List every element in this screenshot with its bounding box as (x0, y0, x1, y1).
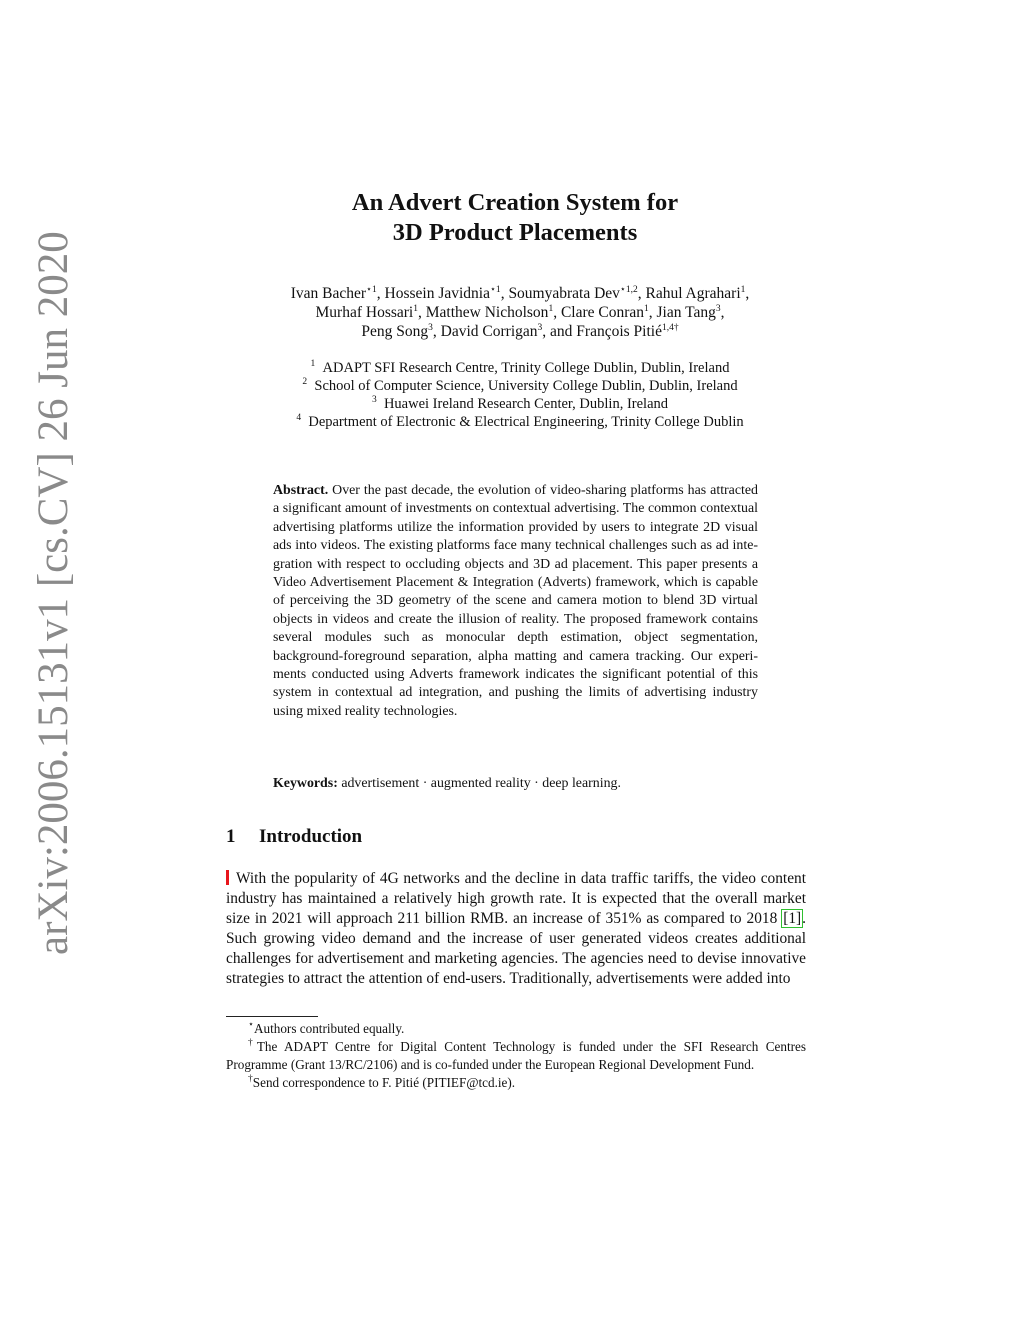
affiliation-text: ADAPT SFI Research Centre, Trinity College Dublin, Dublin, Ireland (322, 360, 730, 376)
author-name: Matthew Nicholson (425, 304, 549, 321)
author-name: Clare Conran (560, 304, 645, 321)
affiliation-3 (200, 395, 840, 413)
footnote-3 (226, 1074, 806, 1092)
author-mark: ⋆1,2 (619, 285, 638, 296)
affiliation-number: 1 (310, 359, 316, 370)
author-separator: , and (542, 323, 577, 340)
arxiv-stamp: arXiv:2006.15131v1 [cs.CV] 26 Jun 2020 (30, 231, 77, 955)
author-name: Ivan Bacher (290, 285, 367, 302)
footnote-text: Send correspondence to F. Pitié (PITIEF@tcd.ie). (252, 1075, 516, 1090)
footnote-mark: † (248, 1074, 253, 1085)
abstract (273, 482, 758, 721)
author-separator: , (417, 304, 426, 321)
author-name: François Pitié (576, 323, 662, 340)
author-separator: , (637, 285, 646, 302)
author-mark: 1 (644, 304, 649, 315)
author-name: Murhaf Hossari (315, 304, 414, 321)
affiliation-text: Huawei Ireland Research Center, Dublin, Ireland (383, 396, 669, 412)
footnote-text: Authors contributed equally. (253, 1021, 405, 1036)
author-mark: 1 (413, 304, 418, 315)
author-name: Rahul Agrahari (645, 285, 741, 302)
keywords-label: Keywords: (273, 776, 338, 791)
author-mark: ⋆1 (366, 285, 377, 296)
footnotes (226, 1020, 806, 1092)
author-separator: , (648, 304, 657, 321)
affiliation-number: 3 (371, 395, 377, 406)
section-title: Introduction (259, 826, 363, 847)
affiliation-text: School of Computer Science, University College Dublin, Dublin, Ireland (314, 378, 738, 394)
intro-paragraph (226, 869, 806, 989)
footnote-mark: † (248, 1038, 257, 1049)
intro-text-part-1: With the popularity of 4G networks and the decline in data traffic tariffs, the video content industry has maintained a relatively high growth rate. It is expected that the overall market size in 2021 will approach 211 billion RMB. an increase of 351% as compared to 2018 (226, 870, 806, 927)
author-mark: 1 (548, 304, 554, 315)
author-mark: 3 (715, 304, 721, 315)
author-name: Peng Song (361, 323, 429, 340)
affiliation-text: Department of Electronic & Electrical Engineering, Trinity College Dublin (308, 414, 744, 430)
abstract-text: Over the past decade, the evolution of video-sharing platforms has attracted a significant amount of investments on contextual advertising. The common contextual advertising platforms utilize the information provided by users to integrate 2D visual ads into videos. The existing platforms face many technical challenges such as ad integration with respect to occluding objects and 3D ad placement. This paper presents a Video Advertisement Placement & Integration (Adverts) framework, which is capable of perceiving the 3D geometry of the scene and camera motion to blend 3D virtual objects in videos and create the illusion of reality. The proposed framework contains several modules such as monocular depth estimation, object segmentation, background-foreground separation, alpha matting and camera tracking. Our experiments conducted using Adverts framework indicates the significant potential of this system in contextual ad integration, and pushing the limits of advertising industry using mixed reality technologies. (273, 483, 758, 719)
author-name: Hossein Javidnia (384, 285, 490, 302)
affiliation-number: 4 (296, 413, 302, 424)
author-mark: 3 (428, 323, 433, 334)
author-separator: , (376, 285, 385, 302)
section-number: 1 (226, 826, 236, 847)
paper-title-line-2: 3D Product Placements (392, 219, 638, 246)
affiliation-2 (200, 377, 840, 395)
keywords (273, 775, 758, 793)
footnote-2 (226, 1038, 806, 1074)
affiliation-number: 2 (302, 377, 308, 388)
citation-link[interactable]: [1] (783, 910, 802, 927)
author-name: David Corrigan (440, 323, 538, 340)
affiliation-4 (200, 413, 840, 431)
author-list-line-3 (200, 322, 840, 341)
author-separator: , (745, 285, 750, 302)
author-separator: , (720, 304, 725, 321)
footnote-mark: ⋆ (248, 1020, 254, 1031)
author-mark: 3 (537, 323, 543, 334)
author-mark: ⋆1 (489, 285, 501, 296)
footnote-text: The ADAPT Centre for Digital Content Technology is funded under the SFI Research Centres Programme (Grant 13/RC/2106) and is co-funded under the European Regional Development Fund. (226, 1039, 807, 1072)
author-mark: 1,4† (661, 323, 679, 334)
affiliation-1 (200, 359, 840, 377)
footnote-divider (226, 1016, 318, 1017)
author-separator: , (553, 304, 561, 321)
author-separator: , (432, 323, 441, 340)
author-separator: , (500, 285, 509, 302)
author-list-line-2 (200, 303, 840, 322)
intro-text-part-2: . Such growing video demand and the increase of user generated videos creates additional challenges for advertisement and marketing agencies. The agencies need to devise innovative strategies to attract the attention of end-users. Traditionally, advertisements were added into (226, 910, 806, 987)
footnote-1 (226, 1020, 806, 1038)
author-name: Jian Tang (656, 304, 716, 321)
paper-title-line-1: An Advert Creation System for (351, 189, 679, 216)
author-name: Soumyabrata Dev (508, 285, 620, 302)
abstract-label: Abstract. (273, 483, 329, 498)
author-list-line-1 (200, 284, 840, 303)
keywords-text: advertisement · augmented reality · deep learning. (341, 776, 621, 791)
change-bar-marker (226, 870, 229, 885)
author-mark: 1 (740, 285, 746, 296)
section-heading (226, 825, 362, 849)
